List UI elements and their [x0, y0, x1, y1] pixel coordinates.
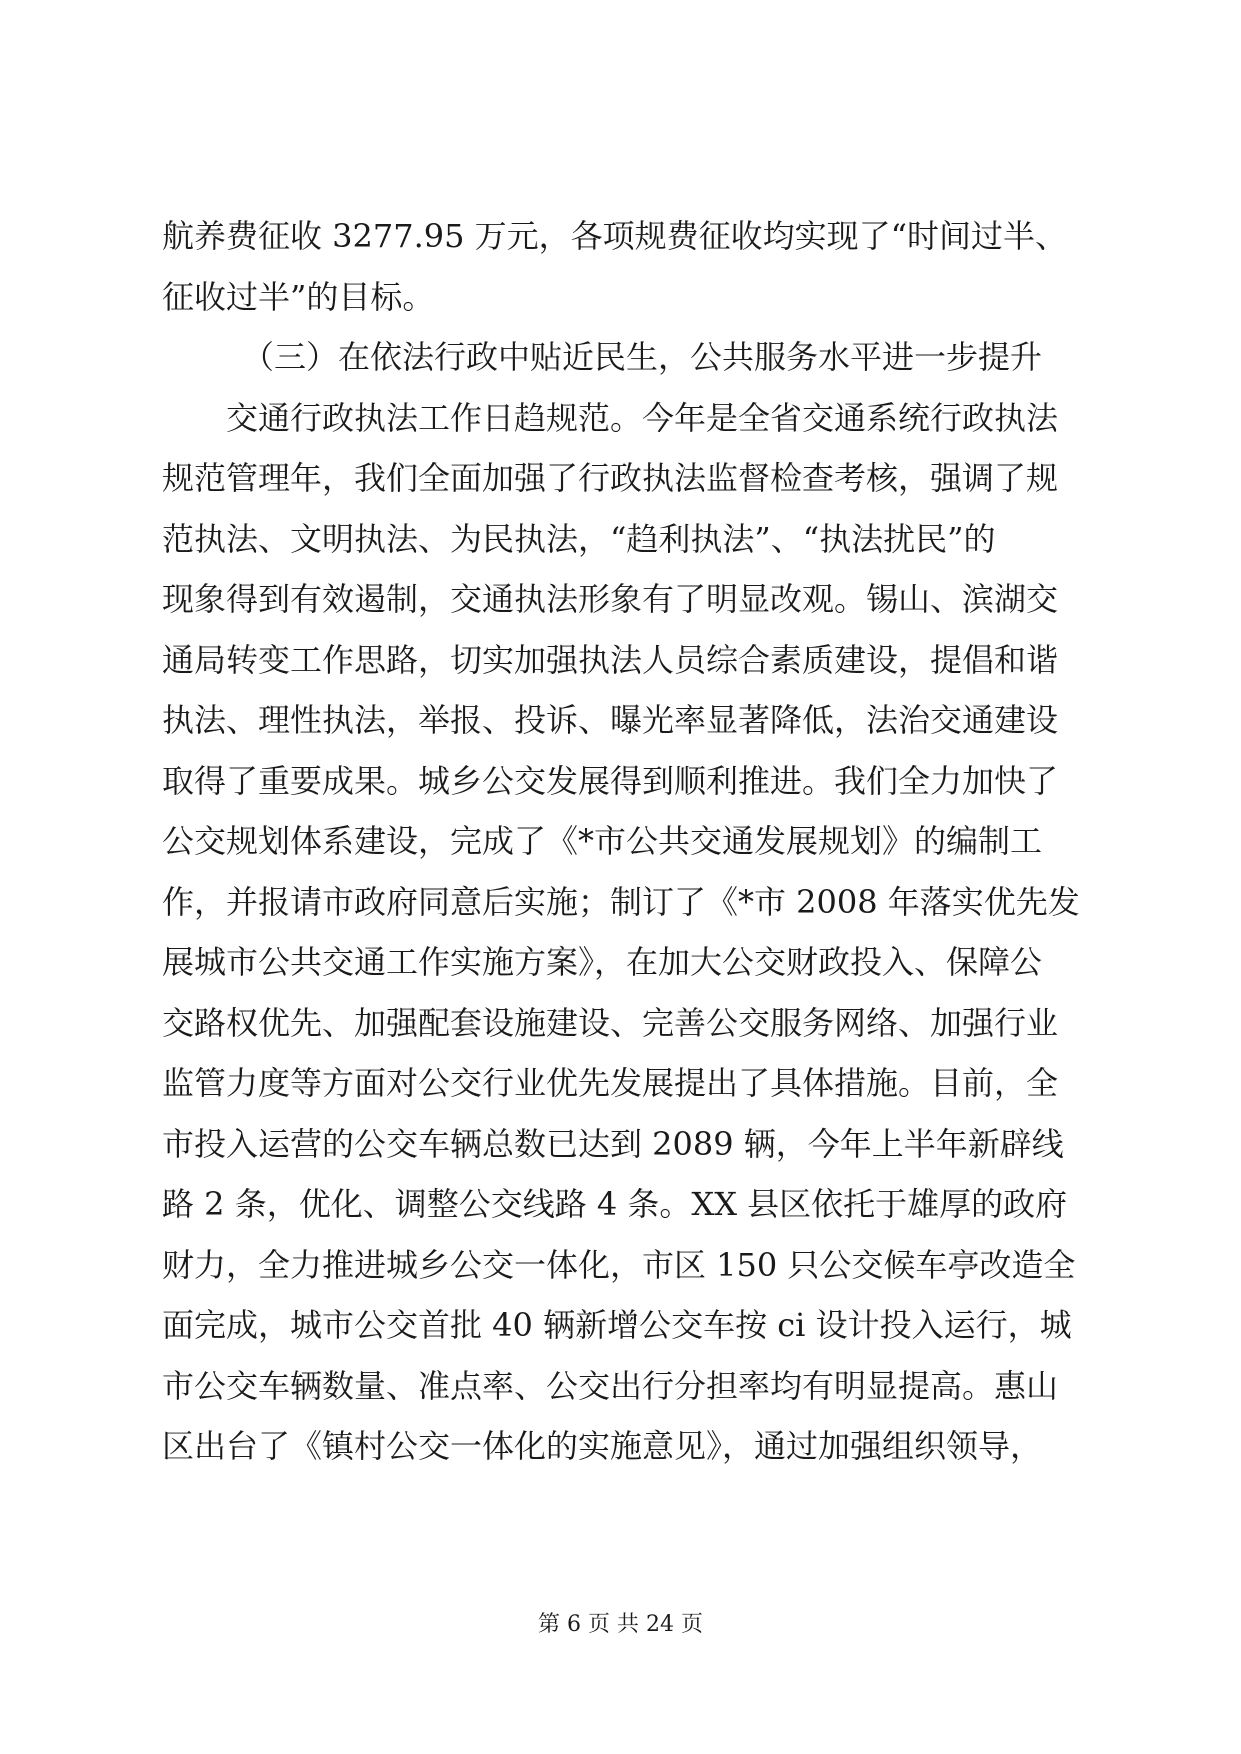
- text-line: 监管力度等方面对公交行业优先发展提出了具体措施。目前，全: [162, 1064, 1059, 1102]
- text-line: 公交规划体系建设，完成了《*市公共交通发展规划》的编制工: [162, 822, 1043, 860]
- page-number-label: 第 6 页 共 24 页: [538, 1612, 703, 1637]
- text-line: 执法、理性执法，举报、投诉、曝光率显著降低，法治交通建设: [162, 701, 1059, 739]
- text-line: 展城市公共交通工作实施方案》，在加大公交财政投入、保障公: [162, 943, 1043, 981]
- text-line: 市投入运营的公交车辆总数已达到 2089 辆，今年上半年新辟线: [162, 1124, 1064, 1163]
- document-body: [162, 206, 1082, 1477]
- paragraph-first-line: 交通行政执法工作日趋规范。今年是全省交通系统行政执法: [226, 398, 1059, 437]
- text-line: 取得了重要成果。城乡公交发展得到顺利推进。我们全力加快了: [162, 761, 1059, 800]
- text-line: 交路权优先、加强配套设施建设、完善公交服务网络、加强行业: [162, 1003, 1059, 1042]
- text-line: 市公交车辆数量、准点率、公交出行分担率均有明显提高。惠山: [162, 1366, 1059, 1405]
- text-line: 区出台了《镇村公交一体化的实施意见》，通过加强组织领导，: [162, 1427, 1043, 1465]
- text-line: 航养费征收 3277.95 万元，各项规费征收均实现了“时间过半、: [162, 217, 1068, 255]
- text-line: 路 2 条，优化、调整公交线路 4 条。XX 县区依托于雄厚的政府: [162, 1185, 1068, 1223]
- text-line: 通局转变工作思路，切实加强执法人员综合素质建设，提倡和谐: [162, 640, 1059, 679]
- text-line: 作，并报请市政府同意后实施；制订了《*市 2008 年落实优先发: [162, 882, 1080, 921]
- section-heading: （三）在依法行政中贴近民生，公共服务水平进一步提升: [242, 338, 1043, 376]
- text-line: 征收过半”的目标。: [162, 277, 435, 316]
- page-footer: [0, 1610, 1241, 1640]
- text-line: 规范管理年，我们全面加强了行政执法监督检查考核，强调了规: [162, 459, 1059, 497]
- text-line: 范执法、文明执法、为民执法，“趋利执法”、“执法扰民”的: [162, 519, 996, 558]
- text-line: 面完成，城市公交首批 40 辆新增公交车按 ci 设计投入运行，城: [162, 1306, 1072, 1344]
- text-line: 财力，全力推进城乡公交一体化，市区 150 只公交候车亭改造全: [162, 1245, 1076, 1284]
- text-line: 现象得到有效遏制，交通执法形象有了明显改观。锡山、滨湖交: [162, 580, 1059, 618]
